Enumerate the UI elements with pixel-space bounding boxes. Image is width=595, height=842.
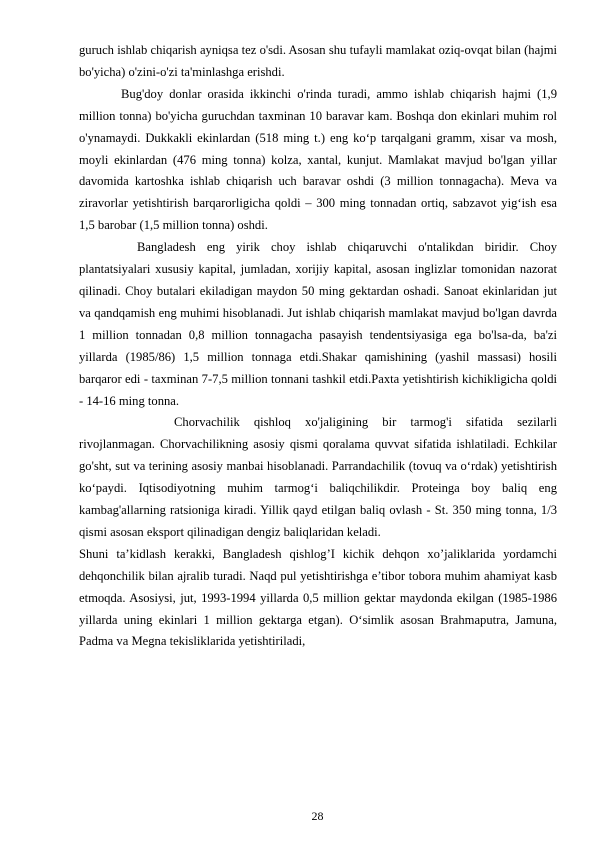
paragraph-livestock: Chorvachilik qishloq xo'jaligining bir tarmog'i sifatida sezilarli rivojlanmagan. Chorvachilikning asosiy qismi qoralama quvvat sifatida ishlatiladi. Echkilar go'sht, sut va terining asosiy manbai hisoblanadi. Parrandachilik (tovuq va oʻrdak) yetishtirish koʻpaydi. Iqtisodiyotning muhim tarmogʻi baliqchilikdir. Proteinga boy baliq eng kambag'allarning ratsioniga kiradi. Yillik qayd etilgan baliq ovlash - St. 350 ming tonna, 1/3 qismi asosan eksport qilinadigan dengiz baliqlaridan keladi.	[79, 415, 557, 539]
paragraph-rice: guruch ishlab chiqarish ayniqsa tez o'sdi. Asosan shu tufayli mamlakat oziq-ovqat bilan (hajmi bo'yicha) o'zini-o'zi ta'minlashga erishdi.	[79, 43, 557, 79]
paragraph-tea: Bangladesh eng yirik choy ishlab chiqaruvchi o'ntalikdan biridir. Choy plantatsiyalari xususiy kapital, jumladan, xorijiy kapital, asosan inglizlar tomonidan nazorat qilinadi. Choy butalari ekiladigan maydon 50 ming gektardan oshadi. Sanoat ekinlaridan jut va qandqamish eng muhimi hisoblanadi. Jut ishlab chiqarish mamlakat mavjud bo'lgan davrda 1 million tonnadan 0,8 million tonnagacha pasayish tendentsiyasiga ega bo'lsa-da, ba'zi yillarda (1985/86) 1,5 million tonnaga etdi.Shakar qamishining (yashil massasi) hosili barqaror edi - taxminan 7-7,5 million tonnani tashkil etdi.Paxta yetishtirish kichikligicha qoldi - 14-16 ming tonna.	[79, 240, 557, 408]
paragraph-wheat: Bug'doy donlar orasida ikkinchi o'rinda turadi, ammo ishlab chiqarish hajmi (1,9 million tonna) bo'yicha guruchdan taxminan 10 baravar kam. Boshqa don ekinlari muhim rol o'ynamaydi. Dukkakli ekinlardan (518 ming t.) eng koʻp tarqalgani gramm, xisar va mosh, moyli ekinlardan (476 ming tonna) kolza, xantal, kunjut. Mamlakat mavjud bo'lgan yillar davomida kartoshka ishlab chiqarish uch baravar oshdi (3 million tonnagacha). Meva va ziravorlar yetishtirish barqarorligicha qoldi – 300 ming tonnadan ortiq, sabzavot yig‘ish esa 1,5 barobar (1,5 million tonna) oshdi.	[79, 86, 557, 233]
body-text	[79, 40, 557, 653]
page-number: 28	[311, 809, 324, 823]
paragraph-summary: Shuni ta’kidlash kerakki, Bangladesh qishlog’I kichik dehqon xo’jaliklarida yordamchi dehqonchilik bilan ajralib turadi. Naqd pul yetishtirishga e’tibor tobora muhim ahamiyat kasb etmoqda. Asosiysi, jut, 1993-1994 yillarda 0,5 million gektar maydonda ekilgan (1985-1986 yillarda uning ekinlari 1 million gektarga etgan). Oʻsimlik asosan Brahmaputra, Jamuna, Padma va Megna tekisliklarida yetishtiriladi,	[79, 546, 557, 649]
